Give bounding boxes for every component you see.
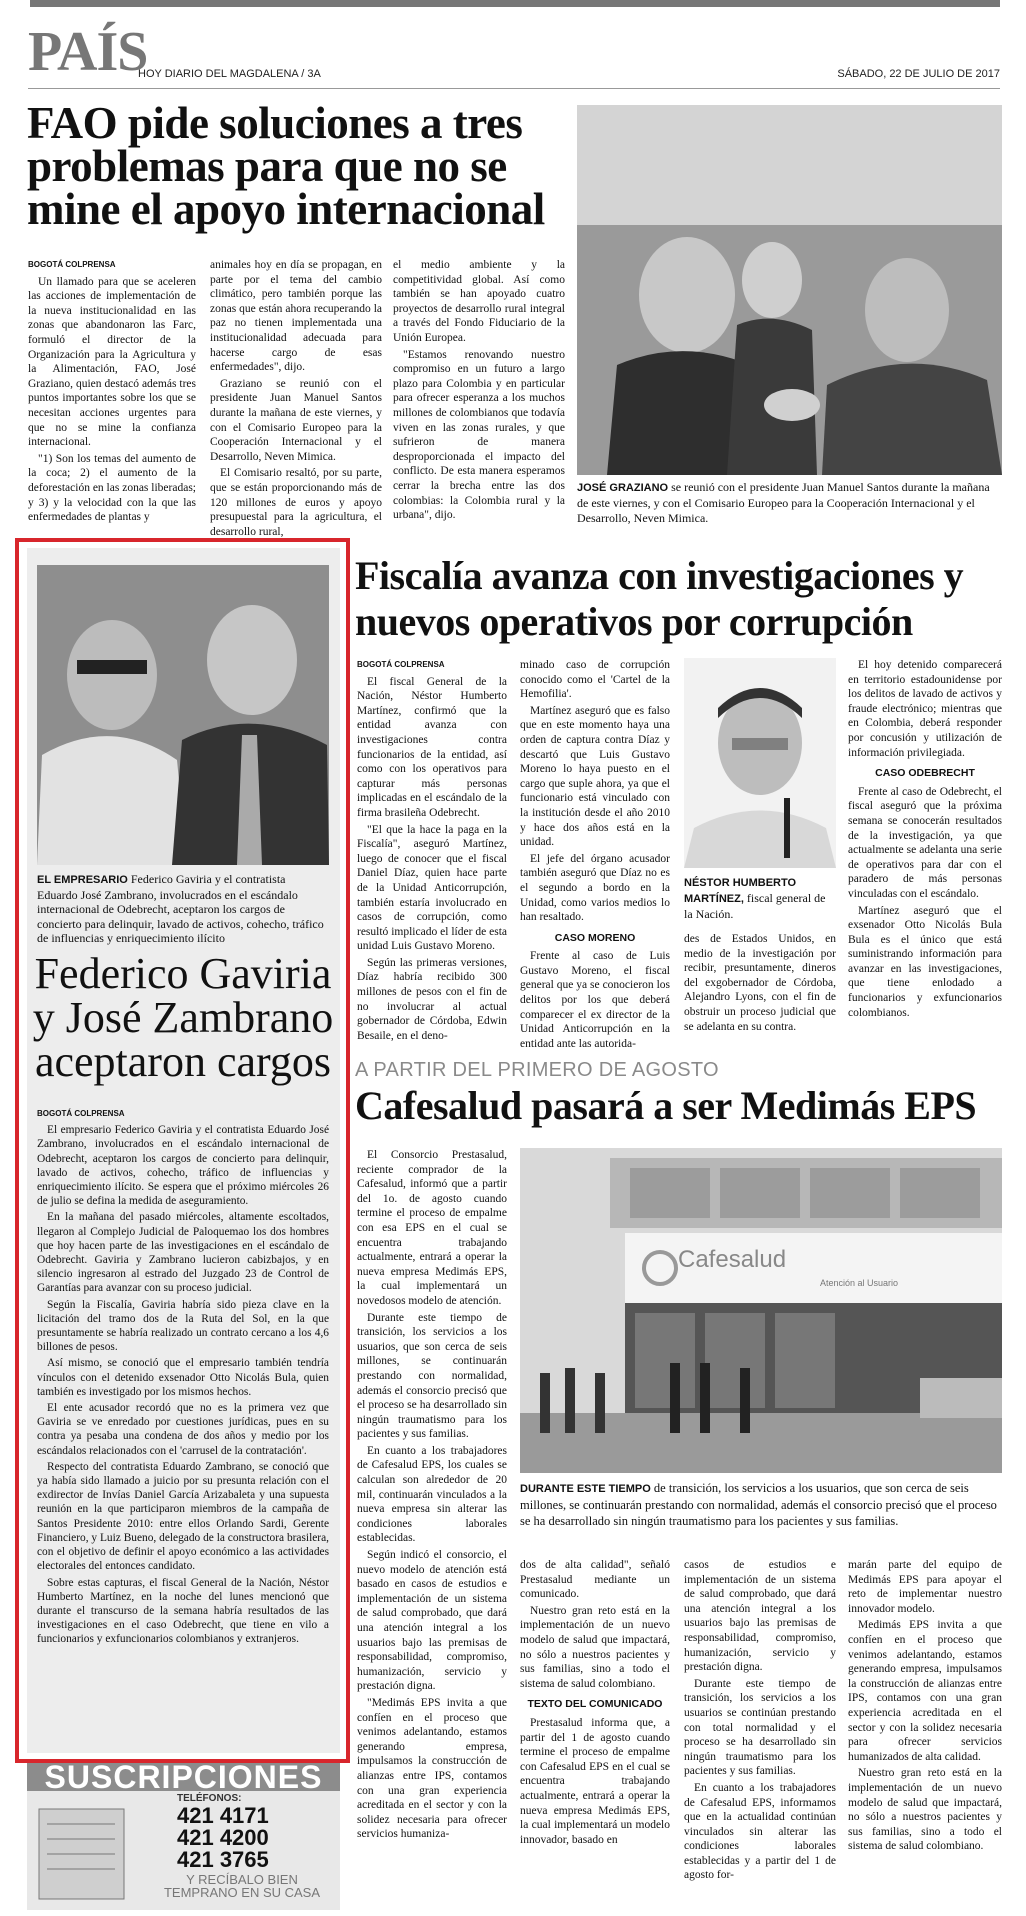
paragraph: Graziano se reunió con el presidente Juan Manuel Santos durante la mañana de este viernes, y con el Comisario Europeo para la Cooperación Internacional y el Desarrollo, Neven Mimica. — [210, 377, 382, 463]
paragraph: "Medimás EPS invita a que confíen en el proceso que venimos adelantando, estamos generando empresa, impulsamos la construcción de alianzas entre IPS, contamos con una gran experiencia acreditada en el sector y con la solidez necesaria para ofrecer servicios humaniza- — [357, 1696, 507, 1841]
paragraph: casos de estudios e implementación de un sistema de salud comprobado, que dará una atención integral a los usuarios bajo las premisas de responsabilidad, compromiso, humanización, servicio y prestación digna. — [684, 1559, 836, 1674]
subscriptions-title: SUSCRIPCIONES — [27, 1763, 340, 1791]
photo-graziano-santos — [577, 105, 1002, 475]
phones-label: TELÉFONOS: — [177, 1793, 242, 1804]
article4-kicker: A PARTIR DEL PRIMERO DE AGOSTO — [355, 1059, 719, 1081]
paragraph: Un llamado para que se aceleren las acciones de implementación de la nueva institucionalidad en las zonas que abandonaron las Farc, formuló el director de la Organización para la Agricultura y la Alimentación, FAO, José Graziano, quien destacó además tres puntos importantes sobre los que se necesitan acciones urgentes para que no se mine la confianza internacional. — [28, 275, 196, 449]
phone-number: 421 4200 — [177, 1825, 269, 1850]
subhead-caso-odebrecht: CASO ODEBRECHT — [875, 767, 975, 780]
photo-gaviria-zambrano — [37, 565, 329, 865]
paragraph: Martínez aseguró que el exsenador Otto Nicolás Bula Bula es el único que está suministrando información para avanzar en las investigaciones, que tiene enlodado a funcionarios y exfuncionarios colombianos. — [848, 904, 1002, 1019]
office-building-illustration — [520, 1148, 1002, 1473]
article2-caption — [37, 872, 329, 946]
article3-column-4 — [848, 658, 1002, 1048]
paragraph: En cuanto a los trabajadores de Cafesalud EPS, informamos que en la actualidad continúan vinculados sin alterar las condiciones laborales establecidas y a partir del 1 de agosto for- — [684, 1781, 836, 1882]
paragraph: El Consorcio Prestasalud, reciente comprador de la Cafesalud, informó que a partir del 1o. de agosto cuando termine el proceso de empalme con esa EPS en el cual se encuentra trabajando actualmente, entrará a operar la nueva empresa Medimás EPS, la cual implementará un novedosos modelo de atención. — [357, 1149, 507, 1307]
article4-column-4 — [848, 1558, 1002, 1908]
paragraph: Nuestro gran reto está en la implementación de un nuevo modelo de salud que impactará, no sólo a nuestros pacientes y sus familias, sino a todo el sistema de salud colombiano. — [848, 1767, 1002, 1853]
paragraph: Nuestro gran reto está en la implementación de un nuevo modelo de salud que impactará, no sólo a nuestros pacientes y sus familias, sino a todo el sistema de salud colombiano. — [520, 1604, 670, 1690]
handshake-photo-illustration — [577, 105, 1002, 475]
paragraph: El hoy detenido comparecerá en territorio estadounidense por los delitos de lavado de activos y fraude electrónico; mientras que en Colombia, deberá responder por concusión y utilización de información privilegiada. — [848, 659, 1002, 759]
attention-sign: Atención al Usuario — [820, 1278, 899, 1288]
article2-body — [37, 1107, 329, 1747]
paragraph: Martínez aseguró que es falso que en este momento haya una orden de captura contra Díaz y descartó que Luis Gustavo Moreno lo haya puesto en el cargo que suple ahora, ya que el funcionario está vinculado con la institución desde el año 2010 y hace dos años está en la unidad. — [520, 704, 670, 849]
article3-column-1 — [357, 658, 507, 1048]
publication-date: SÁBADO, 22 DE JULIO DE 2017 — [837, 68, 1000, 80]
subhead-texto-comunicado: TEXTO DEL COMUNICADO — [527, 1698, 663, 1711]
paragraph: "El que la hace la paga en la Fiscalía", aseguró Martínez, luego de conocer que el fiscal Daniel Díaz, quien hace parte de la Unidad Anticorrupción, también estaría involucrado en casos de corrupción, como resultó implicado el líder de esta unidad Luis Gustavo Moreno. — [357, 823, 507, 953]
paragraph: marán parte del equipo de Medimás EPS para apoyar el reto de implementar nuestro innovador modelo. — [848, 1559, 1002, 1615]
article1-dateline: BOGOTÁ COLPRENSA — [28, 260, 116, 269]
article4-headline: Cafesalud pasará a ser Medimás EPS — [355, 1083, 977, 1128]
paragraph: des de Estados Unidos, en medio de la investigación por recibir, presuntamente, dineros del exgobernador de Córdoba, Alejandro Lyons, con el fin de obstruir un proceso judicial que se adelanta en su contra. — [684, 933, 836, 1033]
caption-lead: EL EMPRESARIO — [37, 874, 128, 886]
publication-info: HOY DIARIO DEL MAGDALENA / 3A — [138, 68, 321, 80]
paragraph: En cuanto a los trabajadores de Cafesalud EPS, los cuales se calculan son alrededor de 20 mil, continuarán vinculados a la nueva empresa sin alterar las condiciones laborales establecidas. — [357, 1444, 507, 1545]
paragraph: Medimás EPS invita a que confíen en el proceso que venimos adelantando, estamos generando empresa, impulsamos la construcción de alianzas entre IPS, contamos con una gran experiencia acreditada en el sector y con la solidez necesaria para ofrecer servicios humanizados de alta calidad. — [848, 1619, 1002, 1763]
paragraph: El empresario Federico Gaviria y el contratista Eduardo José Zambrano, involucrados en el escándalo internacional de Odebrecht, aceptaron los cargos de concierto para delinquir, lavado de activos, cohecho, tráfico de influencias y enriquecimiento ilícito. Se espera que el próximo miércoles 26 de julio se defina la medida de aseguramiento. — [37, 1124, 329, 1208]
subhead-caso-moreno: CASO MORENO — [554, 931, 636, 944]
paragraph: Según indicó el consorcio, el nuevo modelo de atención está basado en casos de estudios e implementación de un sistema de salud comprobado, que dará una atención integral a los usuarios bajo las premisas de responsabilidad, compromiso, humanización, servicio y prestación digna. — [357, 1549, 507, 1693]
caption-text: Federico Gaviria y el contratista Eduardo José Zambrano, involucrados en el escándalo internacional de Odebrecht, aceptaron los cargos de concierto para delinquir, lavado de activos, cohecho, tráfico de influencias y enriquecimiento ilícito — [37, 872, 324, 945]
paragraph: El fiscal General de la Nación, Néstor Humberto Martínez, confirmó que la entidad avanza con investigaciones contra funcionarios de la entidad, así como con los operativos para capturar más personas implicadas en el escándalo de la firma brasileña Odebrecht. — [357, 675, 507, 819]
caption-lead: NÉSTOR HUMBERTO MARTÍNEZ, — [684, 877, 797, 905]
headline-line: aceptaron cargos — [34, 1037, 332, 1086]
paragraph: Respecto del contratista Eduardo Zambrano, se conoció que ya había sido llamado a juicio por su presunta relación con el exdirector de Invías Daniel García Arizabaleta y una supuesta reunión en la que participaron miembros de la campaña de Santos Presidente 2010: entre ellos Orlando Sardi, Gerente Financiero, y Luiz Bueno, delegado de la constructora brasilera, con el objetivo de definir el apoyo económico a las actividades electorales del entonces candidato. — [37, 1460, 329, 1573]
article4-column-1 — [357, 1148, 507, 1908]
subscriptions-tagline — [147, 1873, 337, 1899]
article2-dateline: BOGOTÁ COLPRENSA — [37, 1109, 125, 1118]
paragraph: Prestasalud informa que, a partir del 1 de agosto cuando termine el proceso de empalme con Cafesalud EPS en el cual se encuentra trabajando actualmente, entrará a operar la nueva empresa Medimás EPS, la cual implementará un modelo innovador, basado en — [520, 1716, 670, 1846]
paragraph: "Estamos renovando nuestro compromiso en un futuro a largo plazo para Colombia y en particular para ofrecer esperanza a los muchos millones de colombianos que todavía viven en las zonas rurales, y que sufrieron de manera desproporcionada el impacto del conflicto. De esta manera esperamos cerrar la brecha entre las dos colombias: la Colombia rural y la urbana", dijo. — [393, 348, 565, 522]
header-divider — [28, 88, 1000, 89]
paragraph: animales hoy en día se propagan, en parte por el tema del cambio climático, pero también porque las zonas que están ahora recuperando la paz no tienen implementada una institucionalidad adecuada para hacerse cargo de esas enfermedades", dijo. — [210, 259, 382, 374]
article4-caption — [520, 1480, 1002, 1529]
article3-column-3 — [684, 932, 836, 1048]
paragraph: minado caso de corrupción conocido como el 'Cartel de la Hemofilia'. — [520, 659, 670, 701]
caption-lead: JOSÉ GRAZIANO — [577, 482, 669, 494]
article3-caption — [684, 875, 836, 922]
paragraph: Durante este tiempo de transición, los servicios a los usuarios se continúan prestando con total normalidad y el proceso se ha desarrollado sin ningún traumatismo para los pacientes y sus familias. — [684, 1677, 836, 1778]
section-title: PAÍS — [28, 21, 148, 83]
article1-caption — [577, 480, 1002, 526]
headline-line: Federico Gaviria — [34, 949, 332, 998]
article3-column-2 — [520, 658, 670, 1048]
paragraph: En la mañana del pasado miércoles, altamente escoltados, llegaron al Complejo Judicial de Paloquemao los dos hombres que hoy hacen parte de las investigaciones en el escándalo de Odebrecht. Gaviria y Zambrano lucieron cabizbajos, y en silencio ingresaron al estrado del Juzgado 23 de Control de Garantías para avanzar con su proceso judicial. — [37, 1211, 329, 1295]
paragraph: El ente acusador recordó que no es la primera vez que Gaviria se ve enredado por cuestiones jurídicas, pues en su contra ya pesaba una condena de dos años y medio por los escándalos relacionados con el 'carrusel de la contratación'. — [37, 1402, 329, 1457]
defendants-photo-illustration — [37, 565, 329, 865]
paragraph: el medio ambiente y la competitividad global. Así como también se han apoyado cuatro proyectos de desarrollo rural integral a través del Fondo Fiduciario de la Unión Europea. — [393, 259, 565, 344]
portrait-illustration — [684, 658, 836, 868]
paragraph: Frente al caso de Luis Gustavo Moreno, el fiscal general que ya se conocieron los delitos por los que deberá comparecer el ex director de la Unidad Anticorrupción en la entidad ante las autorida- — [520, 950, 670, 1050]
paragraph: Según las primeras versiones, Díaz habría recibido 300 millones de pesos con el fin de no involucrar al actual gobernador de Córdoba, Edwin Besaile, en el deno- — [357, 956, 507, 1042]
photo-cafesalud-office — [520, 1148, 1002, 1473]
phone-number: 421 3765 — [177, 1847, 269, 1872]
caption-text: de transición, los servicios a los usuarios, que son cerca de seis millones, se continuarán prestando con normalidad, además el consorcio precisó que el proceso se ha desarrollado sin ningún traumatismo para los pacientes y sus familias. — [520, 1481, 997, 1528]
caption-text: fiscal general de la Nación. — [684, 891, 826, 921]
article1-headline: FAO pide soluciones a tres problemas para que no se mine el apoyo internacional — [27, 98, 545, 234]
tagline-line: Y RECÍBALO BIEN — [186, 1872, 298, 1887]
article1-column-3 — [393, 258, 565, 530]
article4-column-3 — [684, 1558, 836, 1908]
article1-column-2 — [210, 258, 382, 538]
tagline-line: TEMPRANO EN SU CASA — [163, 1885, 321, 1900]
article2-headline — [32, 949, 334, 1086]
article3-dateline: BOGOTÁ COLPRENSA — [357, 660, 445, 669]
photo-nestor-martinez — [684, 658, 836, 868]
paragraph: Frente al caso de Odebrecht, el fiscal aseguró que la próxima semana se conocerán resultados de la investigación, ya que actualmente se adelanta una serie de operativos para dar con el paradero de más personas vinculadas con el escándalo. — [848, 785, 1002, 900]
article3-headline: Fiscalía avanza con investigaciones y nuevos operativos por corrupción — [355, 553, 964, 644]
subscriptions-ad — [27, 1759, 340, 1910]
paragraph: El Comisario resaltó, por su parte, que se están proporcionando más de 120 millones de euros y apoyo presupuestal para la agricultura, el desarrollo rural, — [210, 467, 382, 538]
caption-lead: DURANTE ESTE TIEMPO — [520, 1483, 651, 1495]
headline-line: y José Zambrano — [32, 993, 334, 1042]
article4-column-2 — [520, 1558, 670, 1908]
newspaper-stack-icon — [35, 1799, 130, 1904]
paragraph: Sobre estas capturas, el fiscal General de la Nación, Néstor Humberto Martínez, en la noche del lunes mencionó que durante el transcurso de la semana habría resultados de las investigaciones en el caso Odebrecht, que tiene en vilo a funcionarios y exfuncionarios colombianos y extranjeros. — [37, 1576, 329, 1646]
paragraph: El jefe del órgano acusador también aseguró que Díaz no es el segundo a bordo en la Unidad, como varios medios lo han resaltado. — [520, 852, 670, 924]
top-rule — [30, 0, 1000, 7]
paragraph: "1) Son los temas del aumento de la coca; 2) el aumento de la deforestación en las zonas liberadas; y 3) y la velocidad con la que las enfermedades de plantas y — [28, 452, 196, 524]
paragraph: Así mismo, se conoció que el empresario también tendría vínculos con el detenido exsenador Otto Nicolás Bula, quien también es investigado por los mismos hechos. — [37, 1357, 329, 1398]
cafesalud-sign: Cafesalud — [678, 1246, 787, 1273]
caption-text: se reunió con el presidente Juan Manuel Santos durante la mañana de este viernes, y con el Comisario Europeo para la Cooperación Internacional y el Desarrollo, Neven Mimica. — [577, 480, 990, 525]
article1-column-1 — [28, 258, 196, 530]
paragraph: Según la Fiscalía, Gaviria habría sido pieza clave en la licitación del tramo dos de la Ruta del Sol, en la que presuntamente se habría realizado un contrato cercano a los 4,6 billones de pesos. — [37, 1298, 329, 1354]
phone-number: 421 4171 — [177, 1803, 269, 1828]
paragraph: Durante este tiempo de transición, los servicios a los usuarios, que son cerca de seis millones, se continuarán prestando con normalidad, además el consorcio precisó que el proceso se ha desarrollado sin ningún traumatismo para los pacientes y sus familias. — [357, 1311, 507, 1441]
paragraph: dos de alta calidad", señaló Prestasalud mediante un comunicado. — [520, 1559, 670, 1601]
